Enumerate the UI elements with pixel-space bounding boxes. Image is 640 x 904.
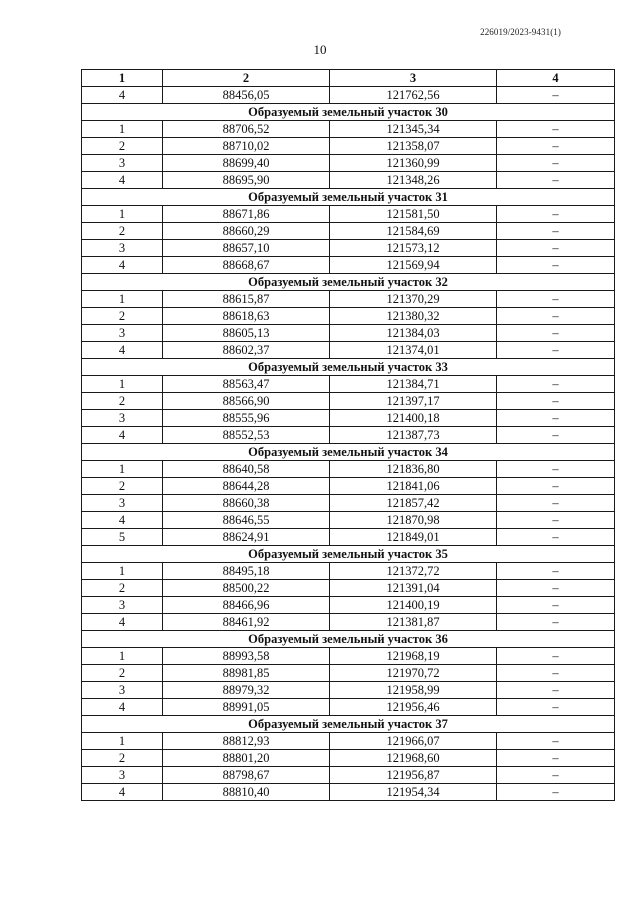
point-number-cell: 4 [82,427,163,444]
table-row [82,121,615,138]
point-number-cell: 4 [82,172,163,189]
accuracy-cell: – [497,529,615,546]
accuracy-cell: – [497,750,615,767]
y-coordinate-cell: 121360,99 [330,155,497,172]
point-number-cell: 1 [82,206,163,223]
y-coordinate-cell: 121381,87 [330,614,497,631]
section-title: Образуемый земельный участок 33 [82,359,615,376]
x-coordinate-cell: 88555,96 [163,410,330,427]
point-number-cell: 2 [82,580,163,597]
table-row [82,784,615,801]
y-coordinate-cell: 121397,17 [330,393,497,410]
x-coordinate-cell: 88798,67 [163,767,330,784]
column-header: 2 [163,70,330,87]
accuracy-cell: – [497,410,615,427]
table-row [82,580,615,597]
y-coordinate-cell: 121956,87 [330,767,497,784]
point-number-cell: 4 [82,784,163,801]
section-title-row [82,444,615,461]
section-title: Образуемый земельный участок 37 [82,716,615,733]
table-row [82,393,615,410]
table-row [82,529,615,546]
accuracy-cell: – [497,682,615,699]
y-coordinate-cell: 121387,73 [330,427,497,444]
point-number-cell: 4 [82,614,163,631]
y-coordinate-cell: 121374,01 [330,342,497,359]
y-coordinate-cell: 121857,42 [330,495,497,512]
table-row [82,257,615,274]
table-row [82,682,615,699]
table-row [82,512,615,529]
accuracy-cell: – [497,376,615,393]
section-title-row [82,716,615,733]
section-title: Образуемый земельный участок 32 [82,274,615,291]
accuracy-cell: – [497,648,615,665]
section-title: Образуемый земельный участок 34 [82,444,615,461]
x-coordinate-cell: 88563,47 [163,376,330,393]
table-row [82,614,615,631]
accuracy-cell: – [497,393,615,410]
accuracy-cell: – [497,580,615,597]
point-number-cell: 4 [82,699,163,716]
table-row [82,427,615,444]
x-coordinate-cell: 88552,53 [163,427,330,444]
x-coordinate-cell: 88706,52 [163,121,330,138]
accuracy-cell: – [497,240,615,257]
point-number-cell: 1 [82,121,163,138]
point-number-cell: 1 [82,733,163,750]
table-row [82,138,615,155]
table-row [82,733,615,750]
point-number-cell: 2 [82,665,163,682]
x-coordinate-cell: 88810,40 [163,784,330,801]
table-row [82,648,615,665]
x-coordinate-cell: 88644,28 [163,478,330,495]
section-title-row [82,359,615,376]
table-row [82,495,615,512]
point-number-cell: 1 [82,648,163,665]
point-number-cell: 3 [82,495,163,512]
y-coordinate-cell: 121970,72 [330,665,497,682]
point-number-cell: 4 [82,87,163,104]
accuracy-cell: – [497,257,615,274]
y-coordinate-cell: 121956,46 [330,699,497,716]
y-coordinate-cell: 121581,50 [330,206,497,223]
y-coordinate-cell: 121968,60 [330,750,497,767]
table-row [82,308,615,325]
point-number-cell: 3 [82,410,163,427]
accuracy-cell: – [497,138,615,155]
y-coordinate-cell: 121370,29 [330,291,497,308]
point-number-cell: 2 [82,750,163,767]
x-coordinate-cell: 88671,86 [163,206,330,223]
accuracy-cell: – [497,478,615,495]
accuracy-cell: – [497,342,615,359]
x-coordinate-cell: 88657,10 [163,240,330,257]
accuracy-cell: – [497,223,615,240]
point-number-cell: 4 [82,512,163,529]
y-coordinate-cell: 121573,12 [330,240,497,257]
point-number-cell: 3 [82,240,163,257]
column-header: 3 [330,70,497,87]
table-row [82,665,615,682]
point-number-cell: 2 [82,308,163,325]
accuracy-cell: – [497,87,615,104]
column-header: 1 [82,70,163,87]
accuracy-cell: – [497,206,615,223]
section-title: Образуемый земельный участок 31 [82,189,615,206]
x-coordinate-cell: 88981,85 [163,665,330,682]
y-coordinate-cell: 121966,07 [330,733,497,750]
accuracy-cell: – [497,172,615,189]
y-coordinate-cell: 121870,98 [330,512,497,529]
point-number-cell: 1 [82,291,163,308]
y-coordinate-cell: 121345,34 [330,121,497,138]
table-row [82,699,615,716]
point-number-cell: 3 [82,597,163,614]
point-number-cell: 1 [82,461,163,478]
accuracy-cell: – [497,512,615,529]
x-coordinate-cell: 88624,91 [163,529,330,546]
accuracy-cell: – [497,461,615,478]
accuracy-cell: – [497,665,615,682]
accuracy-cell: – [497,563,615,580]
point-number-cell: 1 [82,563,163,580]
table-row [82,342,615,359]
accuracy-cell: – [497,614,615,631]
y-coordinate-cell: 121958,99 [330,682,497,699]
section-title-row [82,274,615,291]
y-coordinate-cell: 121384,03 [330,325,497,342]
table-row [82,155,615,172]
x-coordinate-cell: 88991,05 [163,699,330,716]
coordinates-table [81,69,615,801]
section-title-row [82,189,615,206]
table-row [82,750,615,767]
accuracy-cell: – [497,325,615,342]
document-number: 226019/2023-9431(1) [480,27,561,37]
table-row [82,461,615,478]
accuracy-cell: – [497,308,615,325]
point-number-cell: 3 [82,682,163,699]
section-title: Образуемый земельный участок 35 [82,546,615,563]
x-coordinate-cell: 88695,90 [163,172,330,189]
table-body [82,87,615,801]
y-coordinate-cell: 121841,06 [330,478,497,495]
accuracy-cell: – [497,767,615,784]
accuracy-cell: – [497,597,615,614]
table-row [82,597,615,614]
section-title: Образуемый земельный участок 30 [82,104,615,121]
accuracy-cell: – [497,495,615,512]
table-header-row [82,70,615,87]
x-coordinate-cell: 88646,55 [163,512,330,529]
point-number-cell: 2 [82,223,163,240]
x-coordinate-cell: 88461,92 [163,614,330,631]
point-number-cell: 3 [82,325,163,342]
x-coordinate-cell: 88640,58 [163,461,330,478]
y-coordinate-cell: 121348,26 [330,172,497,189]
y-coordinate-cell: 121391,04 [330,580,497,597]
table-row [82,291,615,308]
column-header: 4 [497,70,615,87]
accuracy-cell: – [497,699,615,716]
accuracy-cell: – [497,733,615,750]
section-title-row [82,631,615,648]
accuracy-cell: – [497,291,615,308]
y-coordinate-cell: 121358,07 [330,138,497,155]
y-coordinate-cell: 121836,80 [330,461,497,478]
table-row [82,223,615,240]
table-row [82,240,615,257]
point-number-cell: 1 [82,376,163,393]
x-coordinate-cell: 88993,58 [163,648,330,665]
y-coordinate-cell: 121372,72 [330,563,497,580]
x-coordinate-cell: 88618,63 [163,308,330,325]
point-number-cell: 2 [82,138,163,155]
table-row [82,410,615,427]
x-coordinate-cell: 88979,32 [163,682,330,699]
y-coordinate-cell: 121584,69 [330,223,497,240]
x-coordinate-cell: 88699,40 [163,155,330,172]
x-coordinate-cell: 88456,05 [163,87,330,104]
y-coordinate-cell: 121954,34 [330,784,497,801]
table-row [82,325,615,342]
x-coordinate-cell: 88660,38 [163,495,330,512]
point-number-cell: 4 [82,257,163,274]
table-row [82,478,615,495]
x-coordinate-cell: 88495,18 [163,563,330,580]
x-coordinate-cell: 88668,67 [163,257,330,274]
table-row [82,87,615,104]
y-coordinate-cell: 121849,01 [330,529,497,546]
accuracy-cell: – [497,155,615,172]
section-title-row [82,546,615,563]
table-row [82,206,615,223]
y-coordinate-cell: 121384,71 [330,376,497,393]
y-coordinate-cell: 121569,94 [330,257,497,274]
point-number-cell: 3 [82,155,163,172]
y-coordinate-cell: 121380,32 [330,308,497,325]
page-number: 10 [313,42,327,57]
x-coordinate-cell: 88605,13 [163,325,330,342]
x-coordinate-cell: 88660,29 [163,223,330,240]
table-row [82,172,615,189]
point-number-cell: 2 [82,478,163,495]
x-coordinate-cell: 88801,20 [163,750,330,767]
accuracy-cell: – [497,427,615,444]
table-row [82,767,615,784]
y-coordinate-cell: 121400,18 [330,410,497,427]
x-coordinate-cell: 88500,22 [163,580,330,597]
table-row [82,563,615,580]
y-coordinate-cell: 121762,56 [330,87,497,104]
x-coordinate-cell: 88615,87 [163,291,330,308]
point-number-cell: 5 [82,529,163,546]
x-coordinate-cell: 88602,37 [163,342,330,359]
accuracy-cell: – [497,784,615,801]
point-number-cell: 4 [82,342,163,359]
x-coordinate-cell: 88812,93 [163,733,330,750]
x-coordinate-cell: 88466,96 [163,597,330,614]
y-coordinate-cell: 121968,19 [330,648,497,665]
y-coordinate-cell: 121400,19 [330,597,497,614]
x-coordinate-cell: 88710,02 [163,138,330,155]
point-number-cell: 3 [82,767,163,784]
point-number-cell: 2 [82,393,163,410]
table-row [82,376,615,393]
section-title-row [82,104,615,121]
x-coordinate-cell: 88566,90 [163,393,330,410]
section-title: Образуемый земельный участок 36 [82,631,615,648]
accuracy-cell: – [497,121,615,138]
